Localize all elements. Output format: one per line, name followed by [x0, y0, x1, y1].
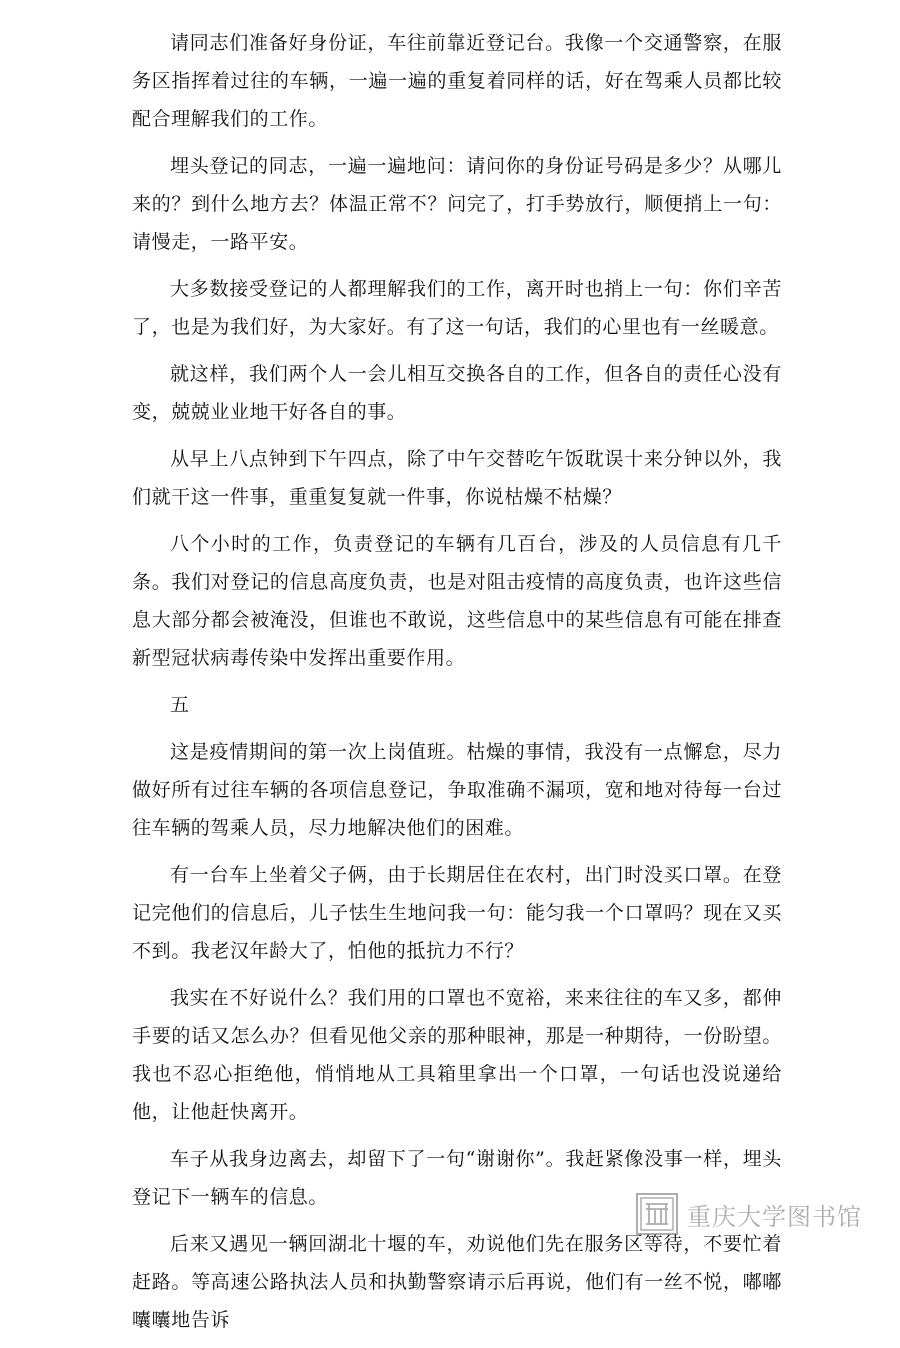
- library-logo-icon: [635, 1192, 679, 1236]
- paragraph: 我实在不好说什么？我们用的口罩也不宽裕，来来往往的车又多，都伸手要的话又怎么办？但看见他父亲的那种眼神，那是一种期待，一份盼望。我也不忍心拒绝他，悄悄地从工具箱里拿出一个口罩，一句话也没说递给他，让他赶快离开。: [132, 987, 782, 1123]
- paragraph: 后来又遇见一辆回湖北十堰的车，劝说他们先在服务区等待，不要忙着赶路。等高速公路执法人员和执勤警察请示后再说，他们有一丝不悦，嘟嘟囔囔地告诉: [132, 1233, 782, 1331]
- paragraph: 埋头登记的同志，一遍一遍地问：请问你的身份证号码是多少？从哪儿来的？到什么地方去？体温正常不？问完了，打手势放行，顺便捎上一句：请慢走，一路平安。: [132, 155, 782, 253]
- paragraph: 车子从我身边离去，却留下了一句“谢谢你”。我赶紧像没事一样，埋头登记下一辆车的信息。: [132, 1148, 782, 1208]
- paragraph: 请同志们准备好身份证，车往前靠近登记台。我像一个交通警察，在服务区指挥着过往的车辆，一遍一遍的重复着同样的话，好在驾乘人员都比较配合理解我们的工作。: [132, 32, 782, 130]
- watermark-text: 重庆大学图书馆: [687, 1202, 862, 1231]
- section-number: 五: [170, 694, 190, 716]
- paragraph: 这是疫情期间的第一次上岗值班。枯燥的事情，我没有一点懈怠，尽力做好所有过往车辆的各项信息登记，争取准确不漏项，宽和地对待每一台过往车辆的驾乘人员，尽力地解决他们的困难。: [132, 741, 782, 839]
- paragraph: 八个小时的工作，负责登记的车辆有几百台，涉及的人员信息有几千条。我们对登记的信息高度负责，也是对阻击疫情的高度负责，也许这些信息大部分都会被淹没，但谁也不敢说，这些信息中的某些信息有可能在排查新型冠状病毒传染中发挥出重要作用。: [132, 533, 782, 669]
- paragraph: 大多数接受登记的人都理解我们的工作，离开时也捎上一句：你们辛苦了，也是为我们好，为大家好。有了这一句话，我们的心里也有一丝暖意。: [132, 278, 782, 338]
- paragraph: 有一台车上坐着父子俩，由于长期居住在农村，出门时没买口罩。在登记完他们的信息后，儿子怯生生地问我一句：能匀我一个口罩吗？现在又买不到。我老汉年龄大了，怕他的抵抗力不行？: [132, 864, 782, 962]
- paragraph: 就这样，我们两个人一会儿相互交换各自的工作，但各自的责任心没有变，兢兢业业地干好各自的事。: [132, 363, 782, 423]
- paragraph: 从早上八点钟到下午四点，除了中午交替吃午饭耽误十来分钟以外，我们就干这一件事，重重复复就一件事，你说枯燥不枯燥？: [132, 448, 782, 508]
- library-watermark: [635, 1192, 862, 1236]
- document-body: [132, 24, 782, 1348]
